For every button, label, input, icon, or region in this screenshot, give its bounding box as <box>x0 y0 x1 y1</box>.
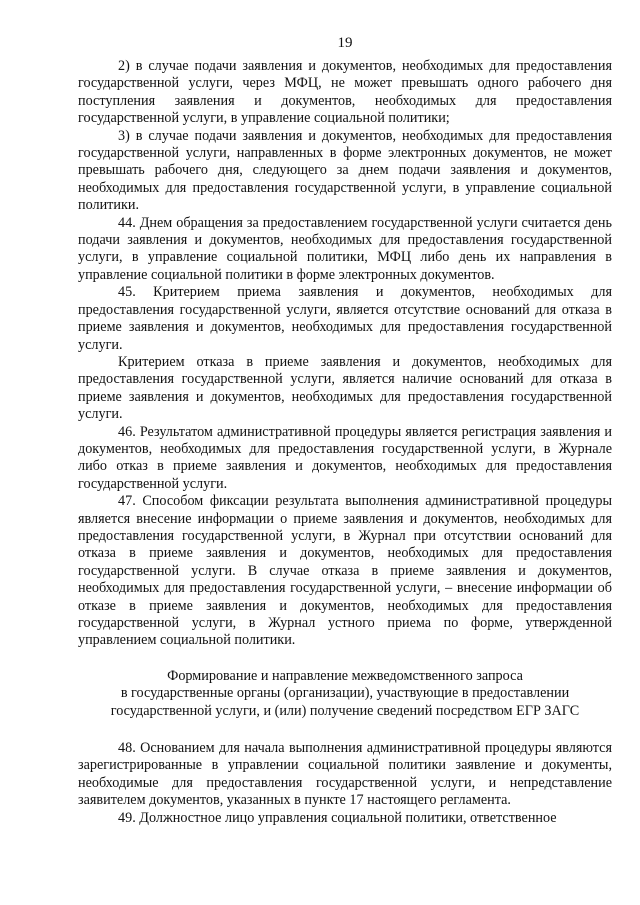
section-heading-line-2: в государственные органы (организации), участвующие в предоставлении <box>120 685 570 702</box>
section-heading-line-1: Формирование и направление межведомственного запроса <box>167 667 523 684</box>
paragraph-48: 48. Основанием для начала выполнения административной процедуры являются зарегистрированные в управлении социальной политики заявление и документы, необходимые для предоставления государственной услуги, и непредставление заявителем документов, указанных в пункте 17 настоящего регламента. <box>78 740 612 809</box>
paragraph-item-3: 3) в случае подачи заявления и документов, необходимых для предоставления государственной услуги, направленных в форме электронных документов, не может превышать рабочего дня, следующего за днем подачи заявления и документов, необходимых для предоставления государственной услуги, в управление социальной политики. <box>78 127 612 214</box>
paragraph-49: 49. Должностное лицо управления социальной политики, ответственное <box>118 809 557 826</box>
paragraph-47: 47. Способом фиксации результата выполнения административной процедуры является внесение информации о приеме заявления и документов, необходимых для предоставления государственной услуги, в Журнал при отсутствии оснований для отказа в приеме заявления и документов, необходимых для предоставления государственной услуги. В случае отказа в приеме заявления и документов, необходимых для предоставления государственной услуги, – внесение информации об отказе в приеме заявления и документов, необходимых для предоставления государственной услуги, в Журнал устного приема по форме, утвержденной управлением социальной политики. <box>78 493 612 649</box>
section-heading-line-3: государственной услуги, и (или) получение сведений посредством ЕГР ЗАГС <box>110 702 580 719</box>
page-number: 19 <box>337 35 353 51</box>
paragraph-45: 45. Критерием приема заявления и документов, необходимых для предоставления государственной услуги, является отсутствие оснований для отказа в приеме заявления и документов, необходимых для предоставления государственной услуги. <box>78 284 612 353</box>
paragraph-refusal-criterion: Критерием отказа в приеме заявления и документов, необходимых для предоставления государственной услуги, является наличие оснований для отказа в приеме заявления и документов, необходимых для предоставления государственной услуги. <box>78 353 612 423</box>
section-heading <box>84 668 606 720</box>
paragraph-46: 46. Результатом административной процедуры является регистрация заявления и документов, необходимых для предоставления государственной услуги, в Журнале либо отказ в приеме заявления и документов, необходимых для предоставления государственной услуги. <box>78 423 612 492</box>
paragraph-item-2: 2) в случае подачи заявления и документов, необходимых для предоставления государственной услуги, через МФЦ, не может превышать одного рабочего дня поступления заявления и документов, необходимых для предоставления государственной услуги, в управление социальной политики; <box>78 58 612 127</box>
paragraph-44: 44. Днем обращения за предоставлением государственной услуги считается день подачи заявления и документов, необходимых для предоставления государственной услуги, в управление социальной политики, МФЦ либо день их направления в управление социальной политики в форме электронных документов. <box>78 214 612 283</box>
